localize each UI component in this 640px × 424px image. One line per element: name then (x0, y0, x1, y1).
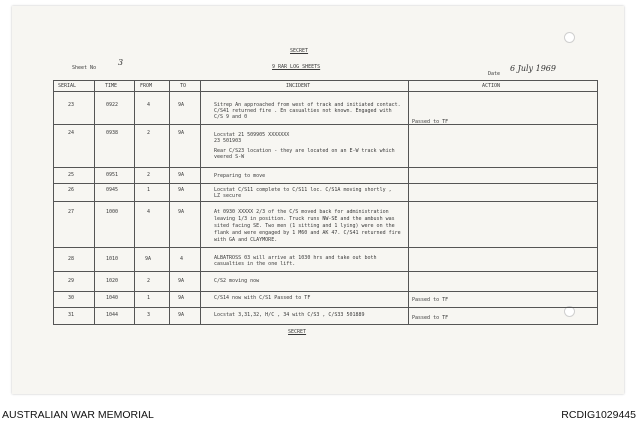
cell-to: 9A (178, 130, 185, 136)
cell-serial: 24 (68, 130, 75, 136)
date-value: 6 July 1969 (510, 64, 556, 73)
cell-to: 9A (178, 172, 185, 178)
cell-time: 1020 (106, 278, 119, 284)
cell-time: 1010 (106, 256, 119, 262)
cell-time: 0922 (106, 102, 119, 108)
col-header-time: TIME (105, 83, 118, 89)
cell-time: 1000 (106, 209, 119, 215)
col-header-from: FROM (140, 83, 153, 89)
doc-title: SECRET (290, 48, 309, 54)
col-header-serial: SERIAL (58, 83, 77, 89)
sheet-number: 3 (118, 58, 124, 67)
cell-to: 9A (178, 187, 185, 193)
cell-from: 4 (147, 102, 151, 108)
cell-incident: Locstat 21 509905 XXXXXXX (214, 132, 290, 138)
cell-time: 0945 (106, 187, 119, 193)
cell-to: 4 (180, 256, 184, 262)
cell-serial: 31 (68, 312, 75, 318)
cell-incident: Rear C/S23 location - they are located on an E-W track which (214, 148, 395, 154)
archive-id: RCDIG1029445 (561, 409, 636, 421)
cell-incident: veered S-W (214, 154, 245, 160)
date-label: Date (488, 71, 501, 77)
cell-from: 4 (147, 209, 151, 215)
cell-time: 0938 (106, 130, 119, 136)
cell-time: 1040 (106, 295, 119, 301)
footer-classification: SECRET (288, 329, 307, 335)
cell-incident: ALBATROSS 03 will arrive at 1030 hrs and take out both (214, 255, 377, 261)
cell-from: 9A (145, 256, 152, 262)
cell-incident: LZ secure (214, 193, 242, 199)
punch-hole (564, 32, 575, 43)
cell-to: 9A (178, 102, 185, 108)
cell-incident: C/S14 now with C/S1 Passed to TF (214, 295, 311, 301)
cell-serial: 26 (68, 187, 75, 193)
sheet-label: Sheet No (72, 65, 97, 71)
cell-to: 9A (178, 295, 185, 301)
col-header-incident: INCIDENT (286, 83, 311, 89)
cell-from: 2 (147, 172, 151, 178)
cell-action: Passed to TF (412, 297, 449, 303)
cell-serial: 30 (68, 295, 75, 301)
cell-incident: 23 501903 (214, 138, 242, 144)
cell-incident: sited facing SE. Two men (1 sitting and 1 lying) were on the (214, 223, 395, 229)
log-table (53, 80, 598, 325)
cell-from: 3 (147, 312, 151, 318)
archive-credit: AUSTRALIAN WAR MEMORIAL (2, 409, 154, 421)
cell-serial: 25 (68, 172, 75, 178)
cell-from: 2 (147, 130, 151, 136)
cell-incident: C/S2 moving now (214, 278, 260, 284)
cell-to: 9A (178, 278, 185, 284)
doc-subtitle: 9 RAR LOG SHEETS (272, 64, 321, 70)
cell-action: Passed to TF (412, 315, 449, 321)
cell-incident: Sitrep An approached from west of track and initiated contact. (214, 102, 401, 108)
cell-time: 0951 (106, 172, 119, 178)
cell-incident: Preparing to move (214, 173, 266, 179)
cell-incident: casualties in the one lift. (214, 261, 296, 267)
cell-action: Passed to TF (412, 119, 449, 125)
cell-incident: Locstat C/S11 complete to C/S11 loc. C/S1A moving shortly , (214, 187, 392, 193)
cell-incident: Locstat 3,31,32, H/C , 34 with C/S3 , C/S33 501889 (214, 312, 365, 318)
cell-from: 1 (147, 295, 151, 301)
cell-to: 9A (178, 312, 185, 318)
cell-from: 1 (147, 187, 151, 193)
cell-incident: with GA and CLAYMORE. (214, 237, 278, 243)
cell-incident: flank and were engaged by 1 M60 and AK 47. C/S41 returned fire (214, 230, 401, 236)
cell-to: 9A (178, 209, 185, 215)
cell-serial: 29 (68, 278, 75, 284)
cell-serial: 27 (68, 209, 75, 215)
cell-time: 1044 (106, 312, 119, 318)
cell-incident: leaving 1/3 in position. Truck runs NW-SE and the ambush was (214, 216, 395, 222)
cell-incident: C/S41 returned fire . En casualties not known. Engaged with (214, 108, 392, 114)
cell-serial: 23 (68, 102, 75, 108)
cell-incident: At 0930 XXXXX 2/3 of the C/S moved back for administration (214, 209, 389, 215)
cell-serial: 28 (68, 256, 75, 262)
cell-incident: C/S 9 and 0 (214, 114, 248, 120)
col-header-action: ACTION (482, 83, 501, 89)
cell-from: 2 (147, 278, 151, 284)
col-header-to: TO (180, 83, 187, 89)
